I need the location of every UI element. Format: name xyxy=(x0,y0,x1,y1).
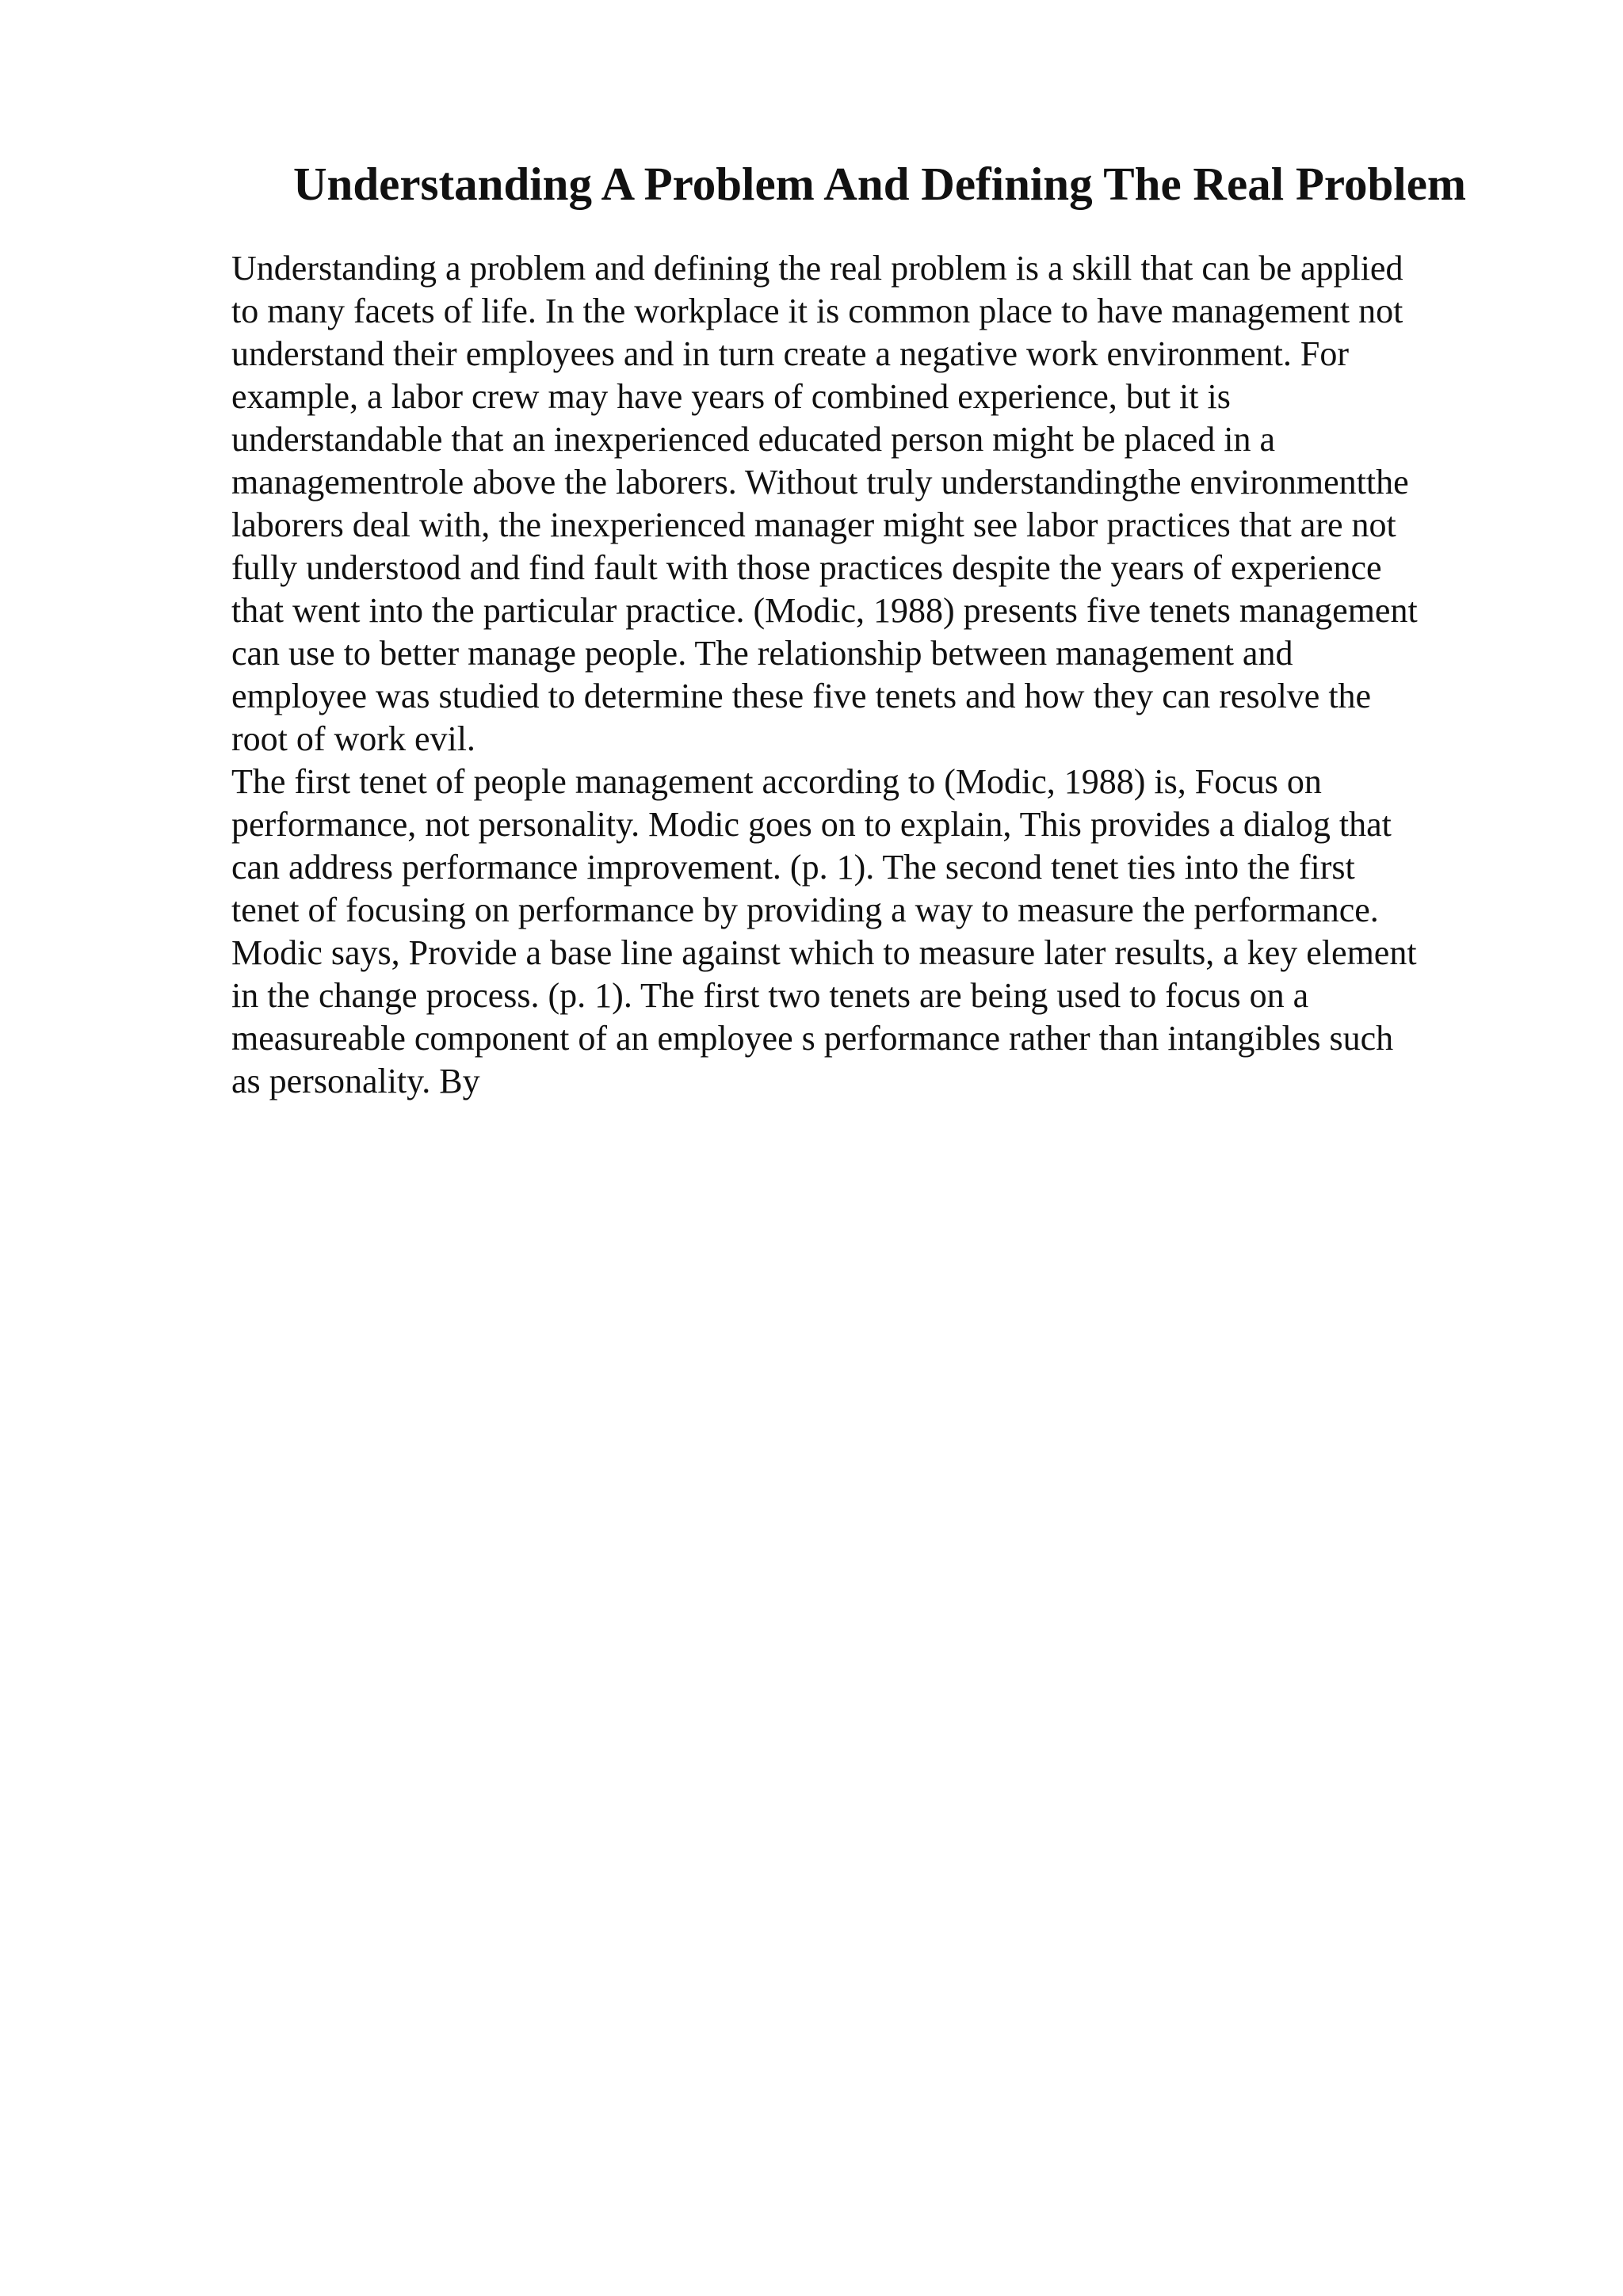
paragraph-1-line-4: example, a labor crew may have years of combined experience, but it is xyxy=(231,377,1231,416)
paragraph-1-line-3: understand their employees and in turn create a negative work environment. For xyxy=(231,334,1349,373)
paragraph-2-line-3: can address performance improvement. (p. 1). The second tenet ties into the first xyxy=(231,848,1355,887)
paragraph-2-line-7: measureable component of an employee s performance rather than intangibles such xyxy=(231,1019,1394,1058)
paragraph-2-line-4: tenet of focusing on performance by providing a way to measure the performance. xyxy=(231,891,1379,929)
paragraph-2-line-8: as personality. By xyxy=(231,1062,480,1100)
paragraph-1-line-5: understandable that an inexperienced educated person might be placed in a xyxy=(231,420,1276,459)
paragraph-1-line-11: employee was studied to determine these five tenets and how they can resolve the xyxy=(231,677,1372,715)
paragraph-2-line-1: The first tenet of people management according to (Modic, 1988) is, Focus on xyxy=(231,762,1322,801)
paragraph-1-line-1: Understanding a problem and defining the real problem is a skill that can be applied xyxy=(231,249,1403,288)
paragraph-1-line-9: that went into the particular practice. (Modic, 1988) presents five tenets management xyxy=(231,591,1418,630)
paragraph-1-line-2: to many facets of life. In the workplace it is common place to have management not xyxy=(231,292,1403,330)
paragraph-2-line-6: in the change process. (p. 1). The first two tenets are being used to focus on a xyxy=(231,976,1309,1015)
paragraph-2-line-2: performance, not personality. Modic goes on to explain, This provides a dialog that xyxy=(231,805,1392,844)
paragraph-2-line-5: Modic says, Provide a base line against which to measure later results, a key element xyxy=(231,933,1417,972)
document-title: Understanding A Problem And Defining The Real Problem xyxy=(292,158,1467,210)
paragraph-1-line-6: managementrole above the laborers. Without truly understandingthe environmentthe xyxy=(231,463,1409,502)
paragraph-1-line-12: root of work evil. xyxy=(231,719,475,758)
paragraph-1-line-8: fully understood and find fault with those practices despite the years of experience xyxy=(231,548,1382,587)
paragraph-1-line-10: can use to better manage people. The relationship between management and xyxy=(231,634,1293,673)
paragraph-1-line-7: laborers deal with, the inexperienced manager might see labor practices that are not xyxy=(231,505,1396,544)
